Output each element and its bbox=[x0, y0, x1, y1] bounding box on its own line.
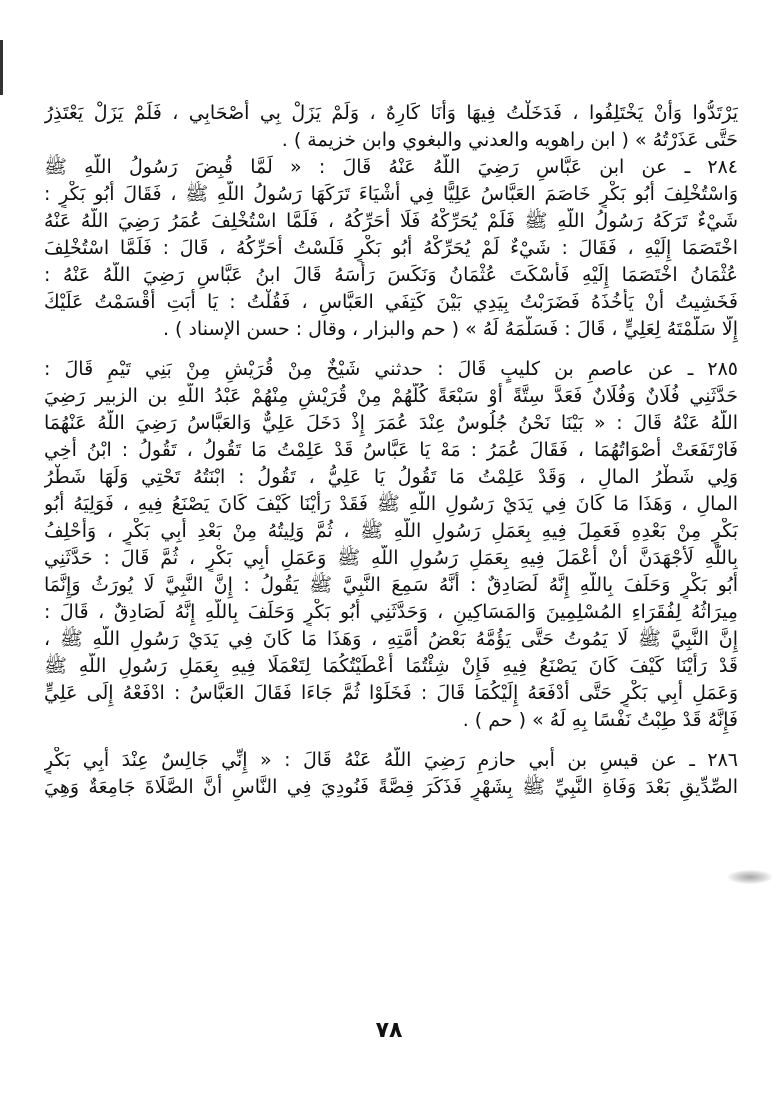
text-line: إِنَّ النَّبِيَّ ﷺ لَا يَمُوتُ حَتَّى يَؤُمَّهُ بَعْضُ أُمَّتِهِ ، وَهَذَا مَا كَانَ فِي يَدَيْ رَسُولِ اللَّهِ ﷺ ، bbox=[44, 628, 738, 650]
text-line: حَتَّى عَذَرْتُهُ » ( ابن راهويه والعدني والبغوي وابن خزيمة ) . bbox=[281, 129, 738, 151]
text-line: فَارْتَفَعَتْ أَصْوَاتُهُمَا ، فَقَالَ عُمَرُ : مَهْ يَا عَبَّاسُ قَدْ عَلِمْتُ مَا تَقُولُ ، تَقُولُ : ابْنُ أَخِي bbox=[44, 439, 738, 461]
scan-smudge bbox=[728, 870, 772, 884]
text-line: بَكْرٍ مِنْ بَعْدِهِ فَعَمِلَ فِيهِ بِعَمَلِ رَسُولِ اللَّهِ ﷺ ، ثُمَّ وَلِيتُهُ مِنْ بَعْدِ أَبِي بَكْرٍ ، وَأَحْلِفُ bbox=[44, 520, 738, 542]
arabic-text-block bbox=[44, 100, 738, 801]
text-line: فَإِنَّهُ قَدْ طِبْتُ نَفْسًا بِهِ لَهُ » ( حم ) . bbox=[462, 709, 738, 731]
text-line: أَبُو بَكْرٍ وَحَلَفَ بِاللَّهِ إِنَّهُ لَصَادِقٌ : أَنَّهُ سَمِعَ النَّبِيَّ ﷺ يَقُولُ : إِنَّ النَّبِيَّ لَا يُورَثُ وَإِنَّمَا bbox=[44, 574, 738, 596]
text-line: الصِّدِّيقِ بَعْدَ وَفَاةِ النَّبِيِّ ﷺ بِشَهْرٍ فَذَكَرَ قِصَّةً فَنُودِيَ فِي النَّاسِ أَنَّ الصَّلَاةَ جَامِعَةٌ وَهِيَ bbox=[44, 776, 738, 798]
text-line: عُثْمَانُ اخْتَصَمَا إِلَيْهِ فَأَسْكَتَ عُثْمَانُ وَنَكَسَ رَأْسَهُ قَالَ ابنُ عَبَّاسٍ رَضِيَ اللَّهُ عَنْهُ : bbox=[44, 264, 738, 286]
text-line: يَرْتَدُّوا وَأَنْ يَخْتَلِفُوا ، فَدَخَلْتُ فِيهَا وَأَنَا كَارِهٌ ، وَلَمْ يَزَلْ بِي أَصْحَابِي ، فَلَمْ يَزَلْ يَعْتَذِرُ bbox=[44, 102, 738, 124]
binding-edge-mark bbox=[0, 40, 3, 95]
text-line: اللَّهُ عَنْهُ قَالَ : « بَيْنَا نَحْنُ جُلُوسٌ عِنْدَ عُمَرَ إِذْ دَخَلَ عَلِيٌّ وَالعَبَّاسُ رَضِيَ اللَّهُ عَنْهُمَا bbox=[44, 412, 738, 434]
text-line: اخْتَصَمَا إِلَيْهِ ، فَقَالَ : شَيْءٌ لَمْ يُحَرِّكْهُ أَبُو بَكْرٍ فَلَسْتُ أُحَرِّكُهُ ، قَالَ : فَلَمَّا اسْتُخْلِفَ bbox=[44, 237, 738, 259]
text-line: فَخَشِيتُ أَنْ يَأْخُذَهُ فَضَرَبْتُ بِيَدِي بَيْنَ كَتِفَي العَبَّاسِ ، فَقُلْتُ : يَا أَبَتِ أَقْسَمْتُ عَلَيْكَ bbox=[44, 291, 738, 313]
text-line: وَلِي شَطْرُ المالِ ، وَقَدْ عَلِمْتُ مَا تَقُولُ يَا عَلِيُّ ، تَقُولُ : ابْنَتُهُ تَحْتِي وَلَهَا شَطْرُ bbox=[44, 466, 738, 488]
text-line: إِلَّا سَلَّمْتَهُ لِعَلِيٍّ ، قَالَ : فَسَلَّمَهُ لَهُ » ( حم والبزار ، وقال : حسن الإسناد ) . bbox=[162, 318, 738, 340]
text-line: المالِ ، وَهَذَا مَا كَانَ فِي يَدَيْ رَسُولِ اللَّهِ ﷺ فَقَدْ رَأَيْنَا كَيْفَ كَانَ يَصْنَعُ فِيهِ ، فَوَلِيَهُ أَبُو bbox=[44, 493, 738, 515]
text-line: شَيْءٌ تَرَكَهُ رَسُولُ اللَّهِ ﷺ فَلَمْ يُحَرِّكْهُ فَلَا أُحَرِّكُهُ ، فَلَمَّا اسْتُخْلِفَ عُمَرُ رَضِيَ اللَّهُ عَنْهُ bbox=[44, 210, 738, 232]
text-line: مِيرَاثُهُ لِفُقَرَاءِ المُسْلِمِينَ وَالمَسَاكِينِ ، وَحَدَّثَنِي أَبُو بَكْرٍ وَحَلَفَ بِاللَّهِ إِنَّهُ لَصَادِقٌ ، قَالَ : bbox=[44, 601, 738, 623]
text-line: حَدَّثَنِي فُلَانٌ وَفُلَانٌ فَعَدَّ سِتَّةً أَوْ سَبْعَةً كُلُّهُمْ مِنْ قُرَيْشٍ مِنْهُمْ عَبْدُ اللَّهِ بن الزبير رَضِيَ bbox=[44, 385, 738, 407]
text-line: وَاسْتُخْلِفَ أَبُو بَكْرٍ خَاصَمَ العَبَّاسُ عَلِيًّا فِي أَشْيَاءَ تَرَكَهَا رَسُولُ اللَّهِ ﷺ ، فَقَالَ أَبُو بَكْرٍ : bbox=[44, 183, 738, 205]
page-number: ٧٨ bbox=[375, 1018, 403, 1043]
text-line: بِاللَّهِ لَأَجْهَدَنَّ أَنْ أَعْمَلَ فِيهِ بِعَمَلِ رَسُولِ اللَّهِ ﷺ وَعَمَلِ أَبِي بَكْرٍ ، ثُمَّ قَالَ : حَدَّثَنِي bbox=[44, 547, 738, 569]
hadith-286-start: ٢٨٦ ـ عن قيسِ بن أبي حازمٍ رَضِيَ اللَّهُ عَنْهُ قَالَ : « إِنِّي جَالِسٌ عِنْدَ أَبِي بَكْرٍ bbox=[44, 749, 738, 771]
hadith-285-start: ٢٨٥ ـ عن عاصمِ بن كليبٍ قَالَ : حدثني شَيْخٌ مِنْ قُرَيْشٍ مِنْ بَنِي تَيْمٍ قَالَ : bbox=[44, 358, 738, 380]
hadith-284-start: ٢٨٤ ـ عن ابن عَبَّاسٍ رَضِيَ اللَّهُ عَنْهُ قَالَ : « لَمَّا قُبِضَ رَسُولُ اللَّهِ ﷺ bbox=[44, 156, 738, 178]
text-line: وَعَمَلِ أَبِي بَكْرٍ حَتَّى أَدْفَعَهُ إِلَيْكُمَا قَالَ : فَخَلَوْا ثُمَّ جَاءَا فَقَالَ العَبَّاسُ : ادْفَعْهُ إِلَى عَلِيٍّ bbox=[44, 682, 738, 704]
text-line: قَدْ رَأَيْنَا كَيْفَ كَانَ يَصْنَعُ فِيهِ فَإِنْ شِئْتُمَا أَعْطَيْتُكُمَا لِتَعْمَلَا فِيهِ بِعَمَلِ رَسُولِ اللَّهِ ﷺ bbox=[44, 655, 738, 677]
